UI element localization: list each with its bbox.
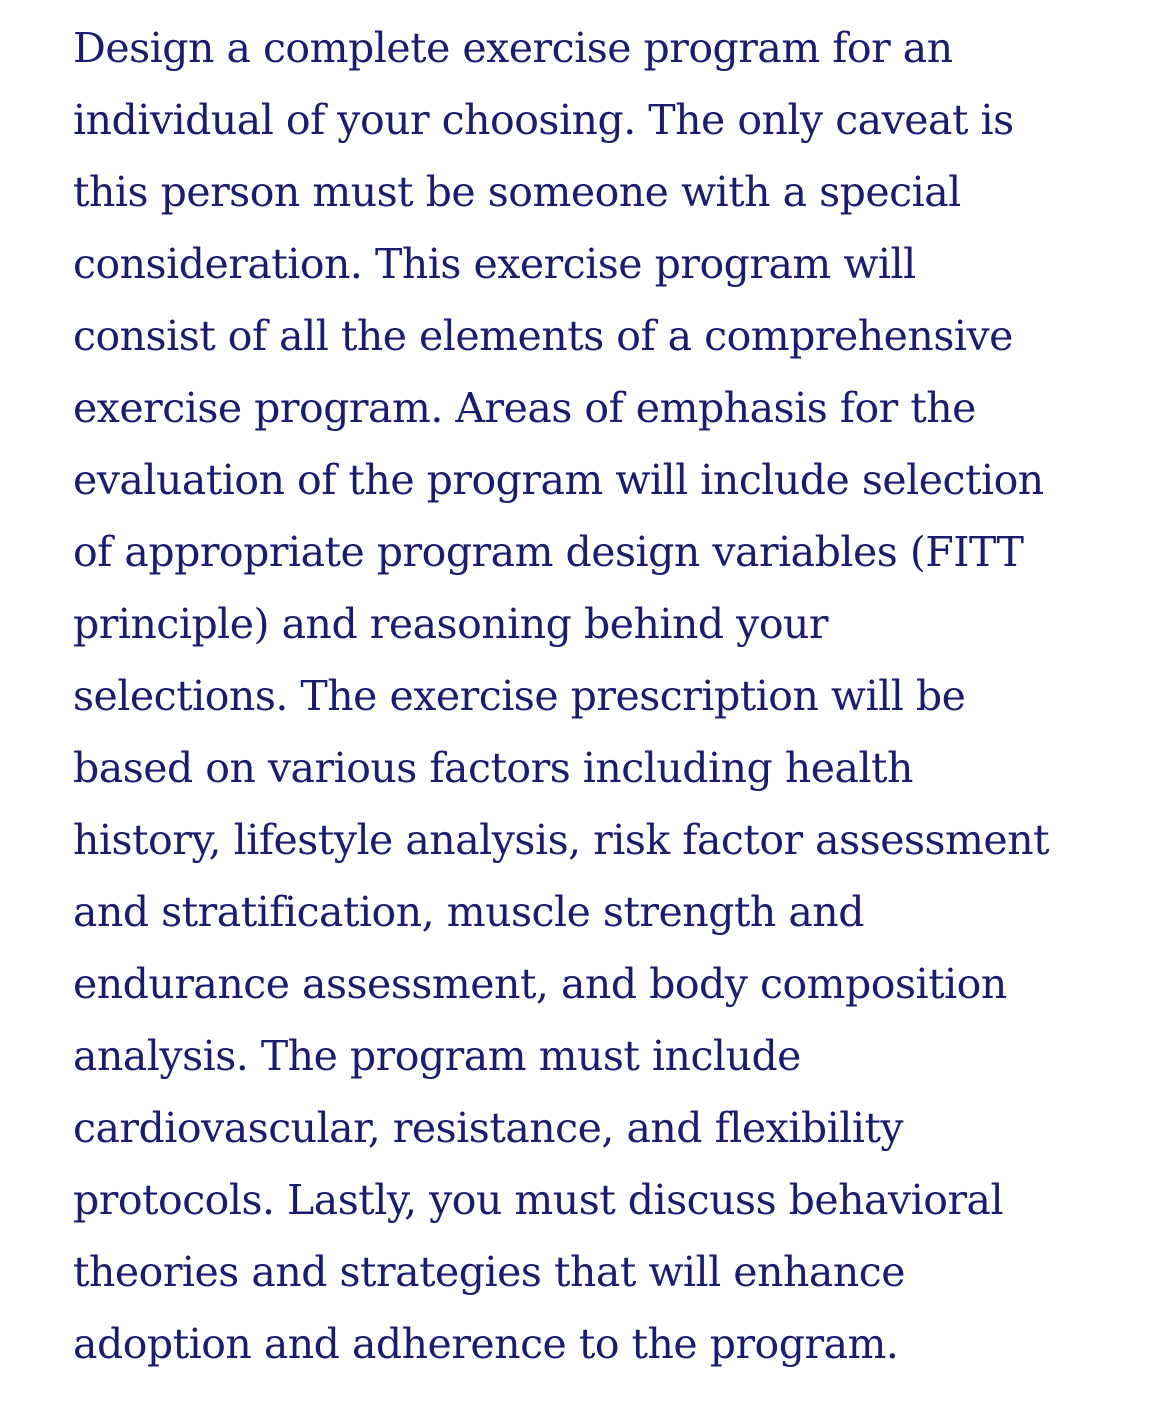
prompt-line-19: adoption and adherence to the program. xyxy=(73,1320,899,1368)
prompt-line-10: selections. The exercise prescription will be xyxy=(73,672,966,720)
prompt-line-4: consideration. This exercise program will xyxy=(73,240,916,288)
prompt-line-16: cardiovascular, resistance, and flexibility xyxy=(73,1104,904,1152)
prompt-line-14: endurance assessment, and body composition xyxy=(73,960,1007,1008)
prompt-line-3: this person must be someone with a special xyxy=(73,168,961,216)
prompt-line-12: history, lifestyle analysis, risk factor assessment xyxy=(73,816,1050,864)
prompt-line-2: individual of your choosing. The only caveat is xyxy=(73,96,1014,144)
prompt-line-7: evaluation of the program will include selection xyxy=(73,456,1044,504)
prompt-line-18: theories and strategies that will enhance xyxy=(73,1248,905,1296)
prompt-line-1: Design a complete exercise program for an xyxy=(73,24,953,72)
prompt-line-8: of appropriate program design variables (FITT xyxy=(73,528,1024,576)
prompt-line-6: exercise program. Areas of emphasis for the xyxy=(73,384,976,432)
assignment-prompt-paragraph xyxy=(73,12,1130,1380)
prompt-line-13: and stratification, muscle strength and xyxy=(73,888,864,936)
prompt-line-5: consist of all the elements of a comprehensive xyxy=(73,312,1013,360)
prompt-line-11: based on various factors including health xyxy=(73,744,913,792)
prompt-line-15: analysis. The program must include xyxy=(73,1032,801,1080)
prompt-line-9: principle) and reasoning behind your xyxy=(73,600,829,648)
prompt-line-17: protocols. Lastly, you must discuss behavioral xyxy=(73,1176,1004,1224)
